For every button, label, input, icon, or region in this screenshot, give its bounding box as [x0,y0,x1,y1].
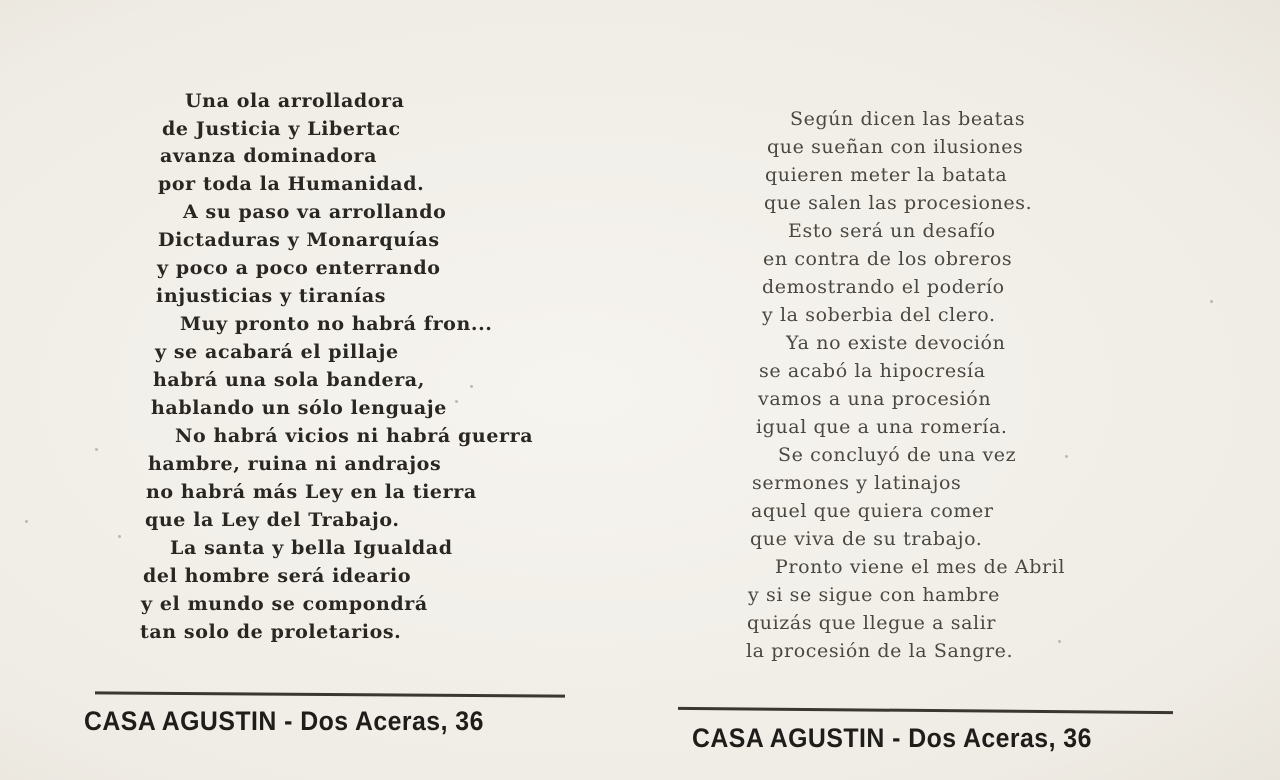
poem-line: Pronto viene el mes de Abril [775,556,1066,578]
poem-line: vamos a una procesión [758,388,992,410]
poem-line: y la soberbia del clero. [762,304,996,326]
poem-line: que viva de su trabajo. [750,528,983,550]
poem-line: que la Ley del Trabajo. [145,509,400,531]
scan-speck [1065,455,1068,458]
poem-line: injusticias y tiranías [156,285,387,307]
poem-line: aquel que quiera comer [751,500,994,522]
poem-line: Se concluyó de una vez [778,444,1017,466]
footer-address: CASA AGUSTIN - Dos Aceras, 36 [692,723,1092,753]
poem-line: no habrá más Ley en la tierra [146,481,477,503]
poem-line: Según dicen las beatas [790,108,1026,130]
poem-line: la procesión de la Sangre. [746,640,1014,662]
poem-line: quizás que llegue a salir [747,612,997,634]
poem-line: en contra de los obreros [763,248,1013,270]
poem-line: que salen las procesiones. [764,192,1033,214]
poem-line: Una ola arrolladora [185,90,405,112]
scan-speck [1058,640,1061,643]
scan-speck [455,400,458,403]
poem-line: se acabó la hipocresía [759,360,986,382]
divider-rule [95,691,565,697]
poem-line: Muy pronto no habrá fron... [180,313,493,335]
poem-line: demostrando el poderío [762,276,1005,298]
poem-line: y si se sigue con hambre [748,584,1001,606]
poem-line: La santa y bella Igualdad [170,537,453,559]
scan-speck [25,520,28,523]
poem-line: avanza dominadora [160,145,378,167]
poem-line: quieren meter la batata [765,164,1008,186]
poem-line: por toda la Humanidad. [158,173,425,195]
poem-line: y poco a poco enterrando [157,257,441,279]
poem-line: Dictaduras y Monarquías [158,229,440,251]
scan-speck [1210,300,1213,303]
poem-line: hambre, ruina ni andrajos [148,453,442,475]
poem-line: A su paso va arrollando [183,201,447,223]
poem-line: del hombre será ideario [143,565,412,587]
poem-line: de Justicia y Libertac [162,118,401,140]
poem-line: que sueñan con ilusiones [767,136,1024,158]
scan-speck [118,535,121,538]
footer-address: CASA AGUSTIN - Dos Aceras, 36 [84,706,484,736]
poem-line: igual que a una romería. [756,416,1008,438]
scan-speck [95,448,98,451]
poem-line: Ya no existe devoción [786,332,1006,354]
poem-line: No habrá vicios ni habrá guerra [175,425,534,447]
divider-rule [678,707,1173,714]
poem-line: tan solo de proletarios. [140,621,402,643]
poem-line: y el mundo se compondrá [141,593,428,615]
poem-line: y se acabará el pillaje [155,341,399,363]
poem-line: habrá una sola bandera, [153,369,425,391]
poem-line: hablando un sólo lenguaje [151,397,447,419]
poem-line: Esto será un desafío [788,220,996,242]
poem-line: sermones y latinajos [752,472,962,494]
scan-speck [470,385,473,388]
